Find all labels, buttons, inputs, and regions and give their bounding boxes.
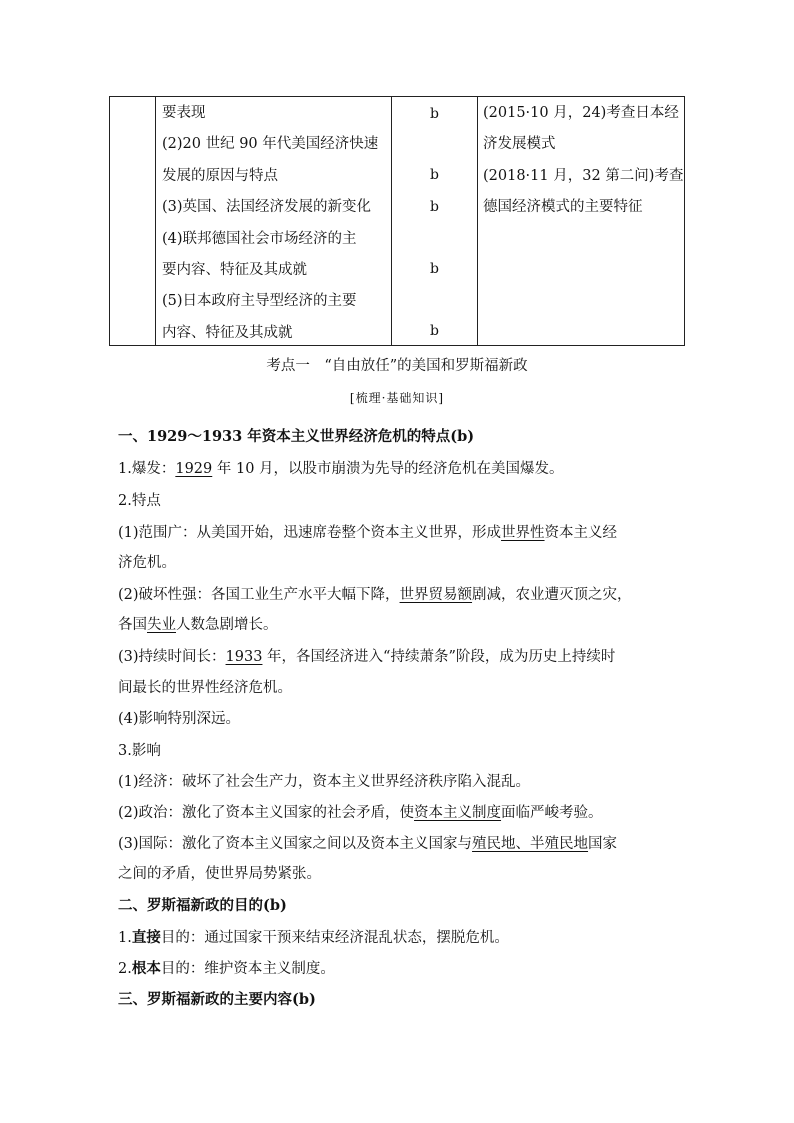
table-line: 要内容、特征及其成就 [162, 262, 307, 279]
level-label: b [430, 261, 439, 277]
underlined-answer: 1929 [175, 461, 213, 477]
underlined-answer: 世界贸易额 [399, 587, 473, 603]
paragraph: (2)政治：激化了资本主义国家的社会矛盾，使资本主义制度面临严峻考验。 [118, 805, 603, 821]
paragraph: 2.根本目的：维护资本主义制度。 [118, 960, 335, 977]
paragraph: 1.爆发：1929 年 10 月，以股市崩溃为先导的经济危机在美国爆发。 [118, 461, 564, 477]
section-title: 考点一 “自由放任”的美国和罗斯福新政 [266, 358, 528, 374]
paragraph: (1)经济：破坏了社会生产力，资本主义世界经济秩序陷入混乱。 [118, 774, 531, 790]
heading-2: 二、罗斯福新政的目的(b) [118, 897, 287, 914]
paragraph: 2.特点 [118, 493, 161, 509]
underlined-answer: 殖民地、半殖民地 [472, 836, 589, 852]
level-label: b [430, 199, 439, 215]
table-exam-cell [483, 98, 683, 224]
heading-1: 一、1929～1933 年资本主义世界经济危机的特点(b) [118, 428, 475, 445]
table-line: 德国经济模式的主要特征 [483, 199, 643, 216]
underlined-answer: 1933 [225, 649, 263, 665]
paragraph: (3)国际：激化了资本主义国家之间以及资本主义国家与殖民地、半殖民地国家 [118, 836, 618, 852]
paragraph: (1)范围广：从美国开始，迅速席卷整个资本主义世界，形成世界性资本主义经 [118, 525, 618, 541]
level-label: b [430, 323, 439, 339]
table-line: 内容、特征及其成就 [162, 324, 293, 341]
underlined-answer: 世界性 [501, 525, 545, 541]
table-divider [391, 97, 392, 345]
level-label: b [430, 167, 439, 183]
paragraph: 各国失业人数急剧增长。 [118, 617, 278, 633]
paragraph: 济危机。 [118, 555, 176, 571]
table-line: (2)20 世纪 90 年代美国经济快速 [162, 136, 379, 153]
underlined-answer: 失业 [147, 617, 176, 633]
table-line: (3)英国、法国经济发展的新变化 [162, 199, 372, 216]
paragraph: 间最长的世界性经济危机。 [118, 680, 292, 696]
table-content-cell [162, 98, 378, 349]
table-line: (5)日本政府主导型经济的主要 [162, 293, 357, 310]
table-line: 发展的原因与特点 [162, 167, 278, 184]
curriculum-table [109, 96, 685, 346]
paragraph: (4)影响特别深远。 [118, 711, 241, 727]
level-label: b [430, 106, 439, 122]
paragraph: 之间的矛盾，使世界局势紧张。 [118, 866, 321, 882]
heading-3: 三、罗斯福新政的主要内容(b) [118, 991, 316, 1008]
section-subtitle: [梳理·基础知识] [349, 391, 445, 405]
table-line: (2015·10 月，24)考查日本经 [483, 105, 679, 121]
table-divider [477, 97, 478, 345]
paragraph: (3)持续时间长：1933 年，各国经济进入“持续萧条”阶段，成为历史上持续时 [118, 649, 616, 665]
paragraph: 3.影响 [118, 743, 161, 759]
table-line: (4)联邦德国社会市场经济的主 [162, 230, 357, 247]
underlined-answer: 资本主义制度 [414, 805, 502, 821]
paragraph: 1.直接目的：通过国家干预来结束经济混乱状态，摆脱危机。 [118, 929, 509, 946]
table-line: 要表现 [162, 105, 206, 121]
table-line: (2018·11 月，32 第二问)考查 [483, 167, 684, 184]
paragraph: (2)破坏性强：各国工业生产水平大幅下降，世界贸易额剧减，农业遭灭顶之灾， [118, 587, 632, 603]
table-line: 济发展模式 [483, 136, 556, 153]
table-divider [155, 97, 156, 345]
